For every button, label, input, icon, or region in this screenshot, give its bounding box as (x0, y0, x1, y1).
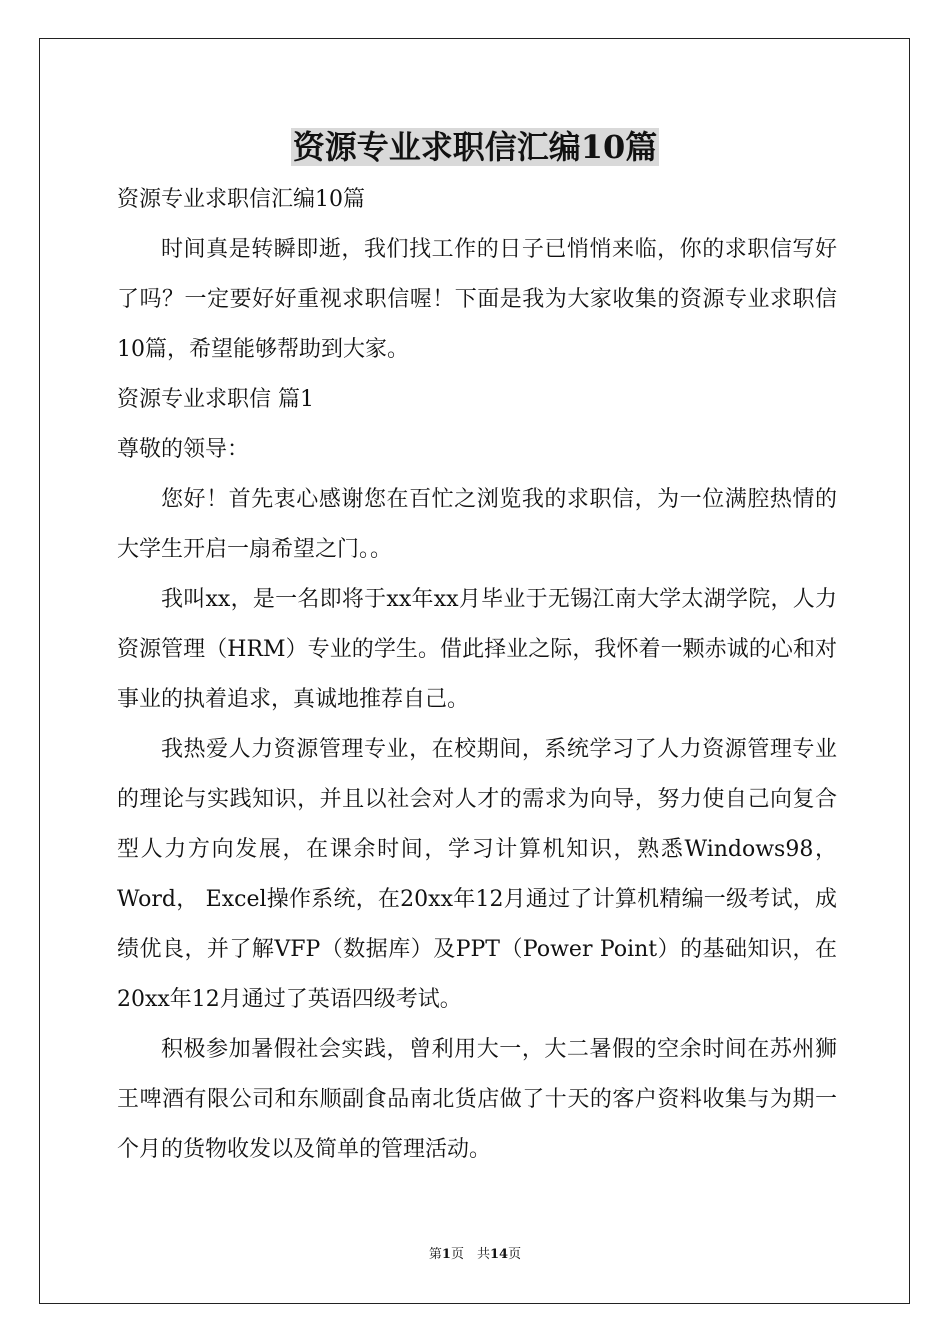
section-heading: 资源专业求职信 篇1 (117, 387, 314, 412)
body-paragraph: 时间真是转瞬即逝，我们找工作的日子已悄悄来临，你的求职信写好了吗？一定要好好重视求职信喔！下面是我为大家收集的资源专业求职信10篇，希望能够帮助到大家。 (117, 237, 837, 362)
footer-page-total: 14 (489, 1247, 509, 1262)
salutation: 尊敬的领导： (117, 437, 250, 462)
body-paragraph: 我热爱人力资源管理专业，在校期间，系统学习了人力资源管理专业的理论与实践知识，并且以社会对人才的需求为向导，努力使自己向复合型人力方向发展，在课余时间，学习计算机知识，熟悉Windows98， Word， Excel操作系统，在20xx年12月通过了计算机精编一级考试，成绩优良，并了解VFP（数据库）及PPT（Power Point）的基础知识，在 20xx年12月通过了英语四级考试。 (117, 737, 837, 1012)
document-title-text: 资源专业求职信汇编10篇 (292, 128, 658, 166)
document-body (117, 175, 837, 1175)
body-paragraph: 我叫xx，是一名即将于xx年xx月毕业于无锡江南大学太湖学院，人力资源管理（HRM）专业的学生。借此择业之际，我怀着一颗赤诚的心和对事业的执着追求，真诚地推荐自己。 (117, 587, 837, 712)
body-paragraph: 资源专业求职信汇编10篇 (117, 187, 365, 212)
footer-page-current: 1 (441, 1247, 451, 1262)
footer-page-suffix: 页 (508, 1247, 522, 1262)
body-paragraph: 积极参加暑假社会实践，曾利用大一，大二暑假的空余时间在苏州狮王啤酒有限公司和东顺副食品南北货店做了十天的客户资料收集与为期一个月的货物收发以及简单的管理活动。 (117, 1037, 837, 1162)
footer-page-prefix: 第 (428, 1247, 442, 1262)
page-footer (0, 1246, 950, 1264)
body-paragraph: 您好！首先衷心感谢您在百忙之浏览我的求职信，为一位满腔热情的大学生开启一扇希望之门。。 (117, 487, 837, 562)
document-title (0, 122, 950, 172)
footer-page-mid: 页 共 (450, 1247, 490, 1262)
